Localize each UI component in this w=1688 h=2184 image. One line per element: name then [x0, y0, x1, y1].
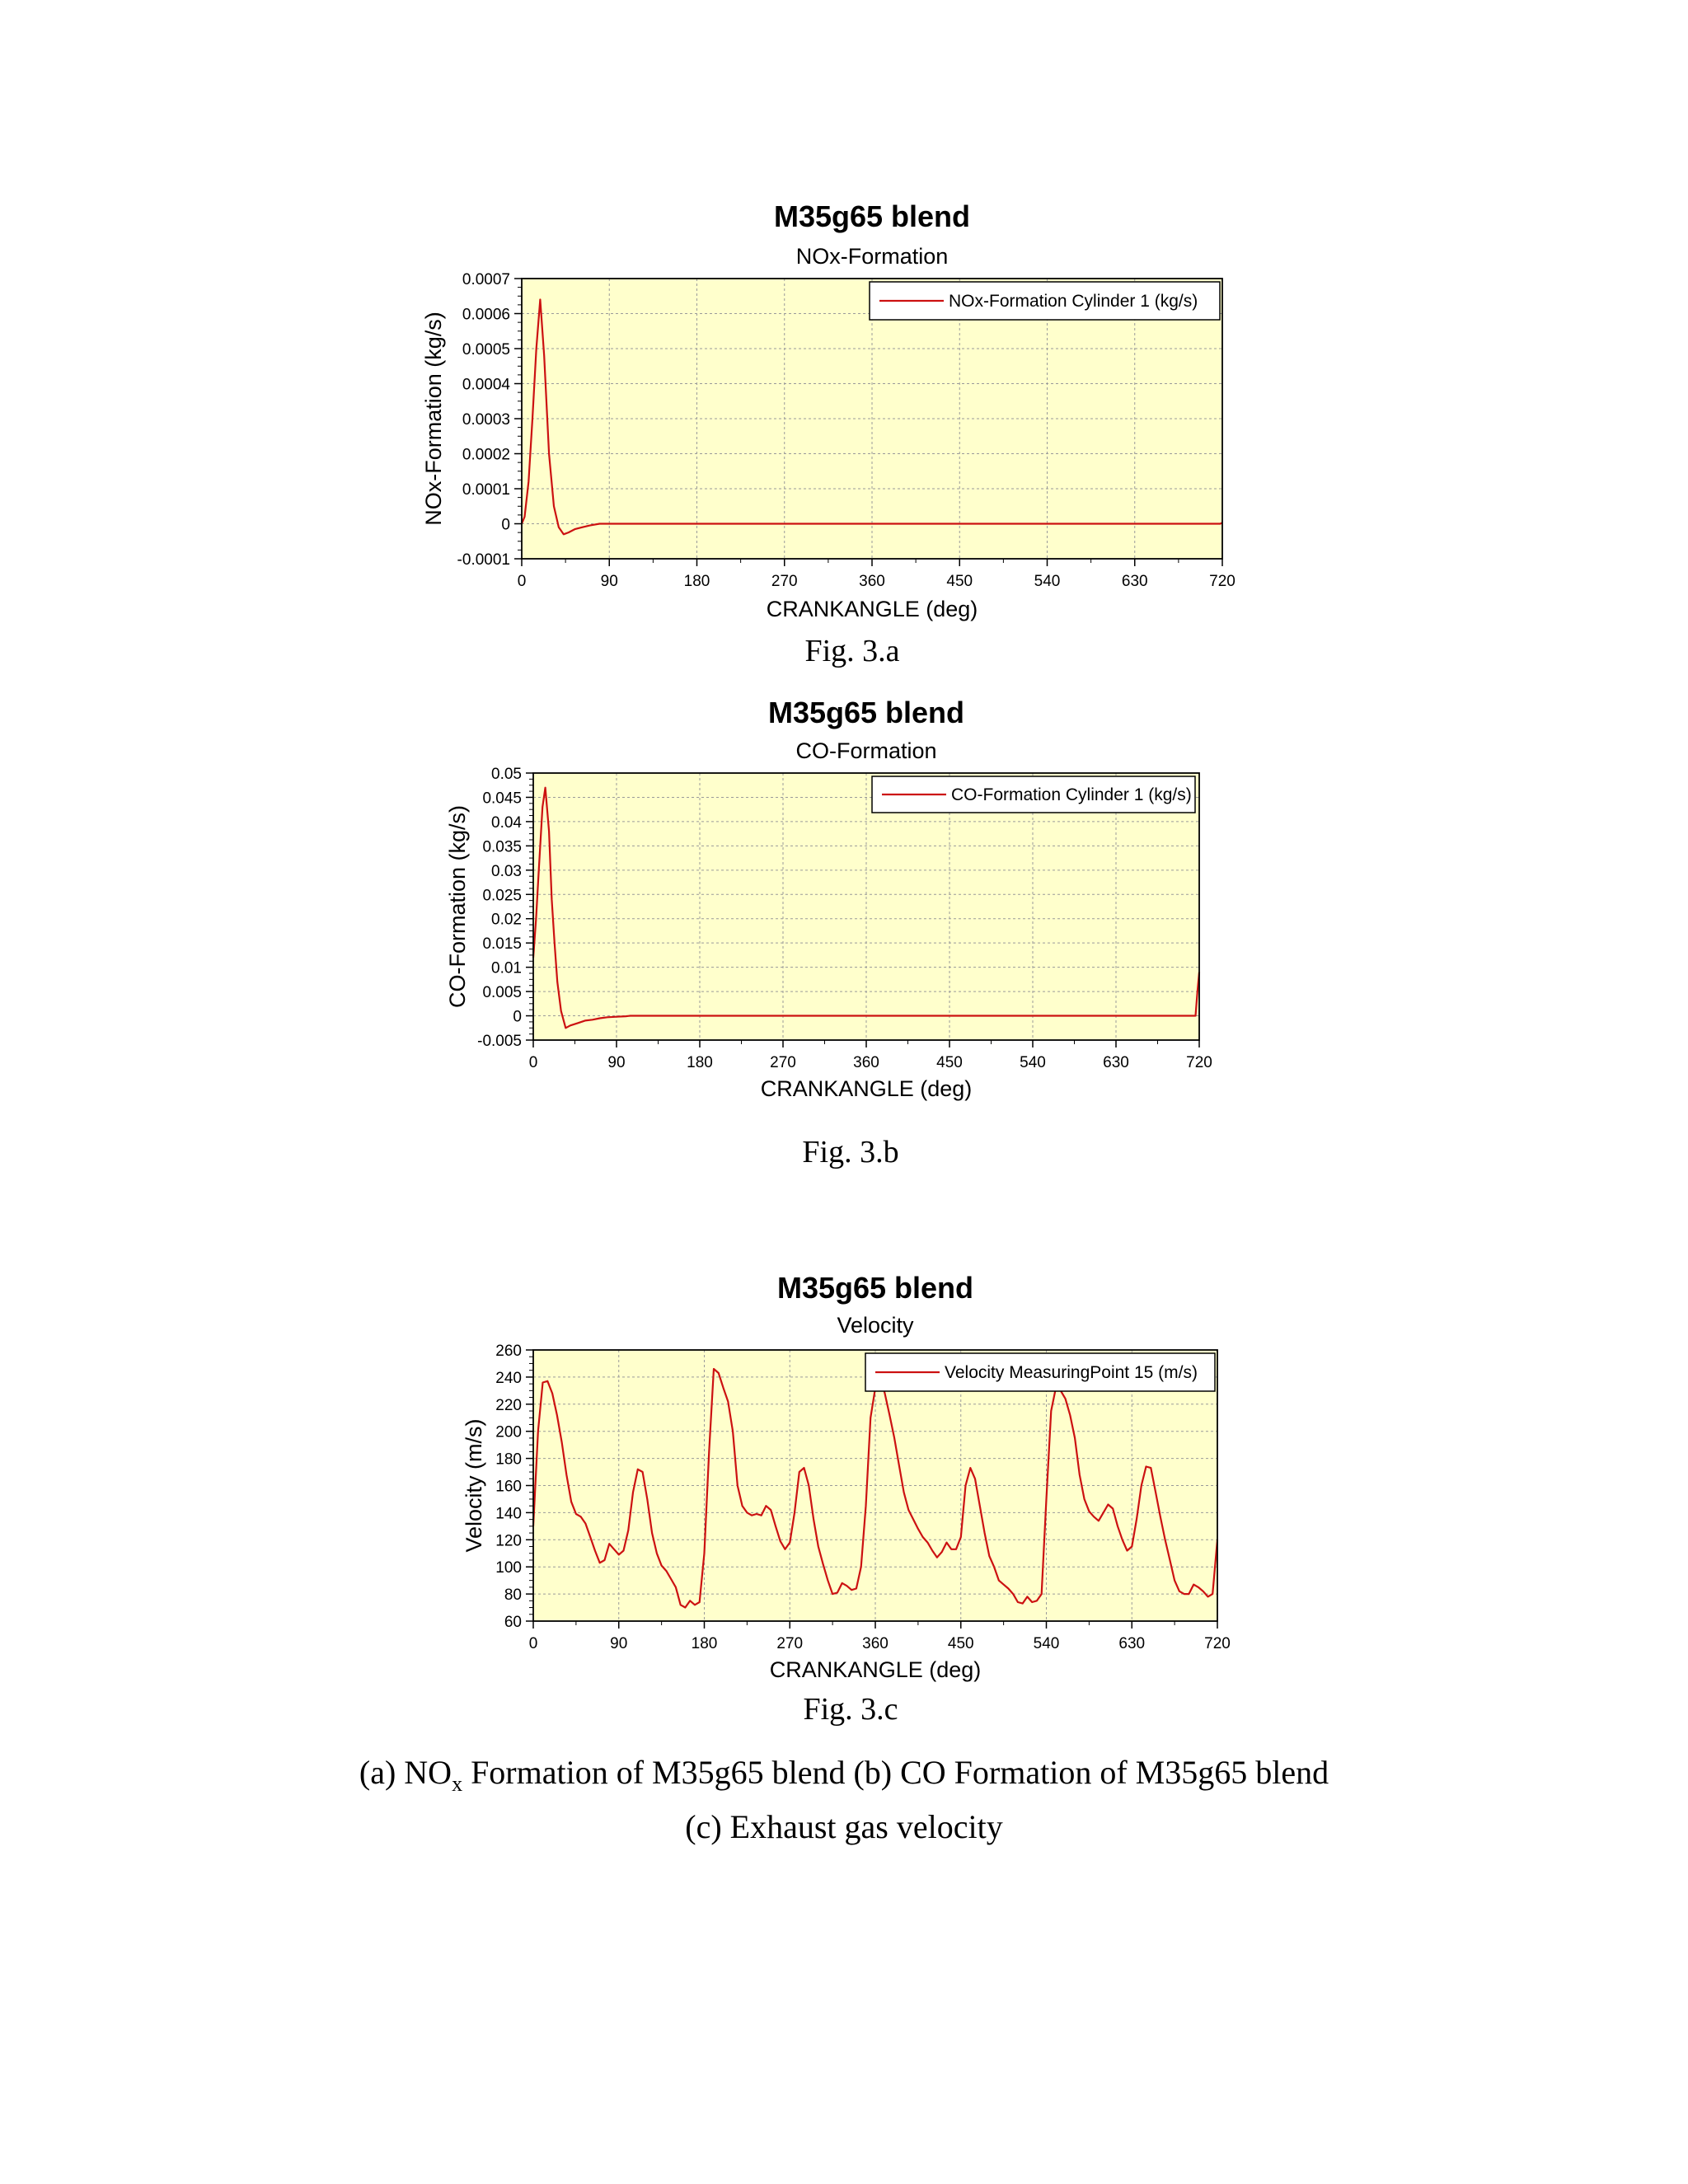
x-tick-label: 180: [683, 573, 710, 590]
y-tick-label: 0.0001: [462, 481, 510, 499]
y-tick-label: 0.03: [491, 862, 522, 880]
x-tick-label: 90: [600, 573, 618, 590]
legend-label: CO-Formation Cylinder 1 (kg/s): [951, 785, 1192, 804]
x-tick-label: 270: [776, 1635, 804, 1652]
x-tick-label: 630: [1121, 573, 1148, 590]
y-tick-label: -0.0001: [457, 551, 510, 569]
x-tick-label: 450: [947, 1635, 974, 1652]
y-tick-label: 200: [495, 1423, 522, 1441]
x-tick-label: 720: [1209, 573, 1236, 590]
x-tick-label: 630: [1103, 1054, 1129, 1071]
nox-formation-chart: [0, 190, 1688, 635]
y-tick-label: 0.01: [491, 959, 522, 977]
y-tick-label: 100: [495, 1559, 522, 1577]
caption-line-1: (a) $NO_x$ Formation of M35g65 blend (b) CO Formation of M35g65 blend: [359, 1754, 1329, 1796]
x-tick-label: 450: [936, 1054, 963, 1071]
fig-label-3a: Fig. 3.a: [804, 634, 900, 668]
x-tick-label: 360: [862, 1635, 889, 1652]
y-tick-label: 260: [495, 1343, 522, 1360]
caption-line-2: (c) Exhaust gas velocity: [685, 1808, 1003, 1845]
x-axis-label: CRANKANGLE (deg): [760, 1076, 973, 1101]
velocity-chart: [0, 1261, 1688, 1698]
x-tick-label: 90: [610, 1635, 628, 1652]
x-tick-label: 270: [770, 1054, 796, 1071]
y-axis-label: CO-Formation (kg/s): [445, 804, 470, 1009]
y-tick-label: 0.0006: [462, 306, 510, 324]
x-tick-label: 90: [607, 1054, 626, 1071]
y-tick-label: 160: [495, 1478, 522, 1496]
chart-title: M35g65 blend: [773, 199, 971, 233]
x-tick-label: 630: [1118, 1635, 1146, 1652]
x-tick-label: 180: [691, 1635, 718, 1652]
y-tick-label: 120: [495, 1532, 522, 1550]
chart-subtitle: CO-Formation: [795, 738, 937, 763]
x-tick-label: 0: [517, 573, 527, 590]
y-tick-label: 0.045: [482, 790, 522, 808]
y-tick-label: 0.04: [491, 813, 522, 832]
y-tick-label: 220: [495, 1396, 522, 1414]
y-tick-label: 0.02: [491, 911, 522, 929]
chart-subtitle: Velocity: [837, 1313, 914, 1338]
figure-caption: [0, 1751, 1688, 1849]
x-tick-label: 540: [1034, 573, 1061, 590]
y-tick-label: 180: [495, 1451, 522, 1469]
co-formation-chart: [0, 688, 1688, 1117]
y-tick-label: 0.05: [491, 766, 522, 783]
x-tick-label: 360: [853, 1054, 879, 1071]
y-tick-label: -0.005: [477, 1033, 522, 1050]
x-axis-label: CRANKANGLE (deg): [769, 1657, 982, 1682]
y-tick-label: 0.0007: [462, 271, 510, 288]
y-tick-label: 0.005: [482, 984, 522, 1002]
x-tick-label: 360: [859, 573, 885, 590]
x-tick-label: 270: [771, 573, 798, 590]
y-tick-label: 0.025: [482, 887, 522, 905]
x-tick-label: 540: [1020, 1054, 1046, 1071]
x-tick-label: 450: [946, 573, 973, 590]
y-tick-label: 0.0003: [462, 411, 510, 429]
legend-label: Velocity MeasuringPoint 15 (m/s): [945, 1363, 1198, 1382]
fig-label-3c: Fig. 3.c: [803, 1692, 898, 1727]
y-tick-label: 240: [495, 1369, 522, 1387]
x-axis-label: CRANKANGLE (deg): [766, 597, 978, 621]
x-tick-label: 0: [528, 1635, 538, 1652]
y-tick-label: 140: [495, 1505, 522, 1523]
x-tick-label: 720: [1186, 1054, 1212, 1071]
y-tick-label: 0.015: [482, 935, 522, 954]
chart-title: M35g65 blend: [776, 1271, 974, 1305]
x-tick-label: 720: [1204, 1635, 1231, 1652]
y-tick-label: 60: [504, 1614, 522, 1631]
y-tick-label: 0.0004: [462, 376, 510, 394]
y-tick-label: 80: [504, 1586, 522, 1605]
chart-subtitle: NOx-Formation: [795, 244, 949, 269]
y-axis-label: Velocity (m/s): [462, 1418, 486, 1553]
y-tick-label: 0.0005: [462, 341, 510, 359]
y-tick-label: 0: [501, 516, 510, 534]
x-tick-label: 180: [687, 1054, 713, 1071]
y-axis-label: NOx-Formation (kg/s): [421, 312, 446, 526]
legend-label: NOx-Formation Cylinder 1 (kg/s): [949, 292, 1198, 311]
fig-label-3b: Fig. 3.b: [802, 1135, 899, 1169]
y-tick-label: 0.0002: [462, 446, 510, 464]
x-tick-label: 0: [528, 1054, 538, 1071]
chart-title: M35g65 blend: [767, 696, 965, 729]
x-tick-label: 540: [1033, 1635, 1060, 1652]
y-tick-label: 0: [513, 1008, 522, 1026]
y-tick-label: 0.035: [482, 838, 522, 856]
